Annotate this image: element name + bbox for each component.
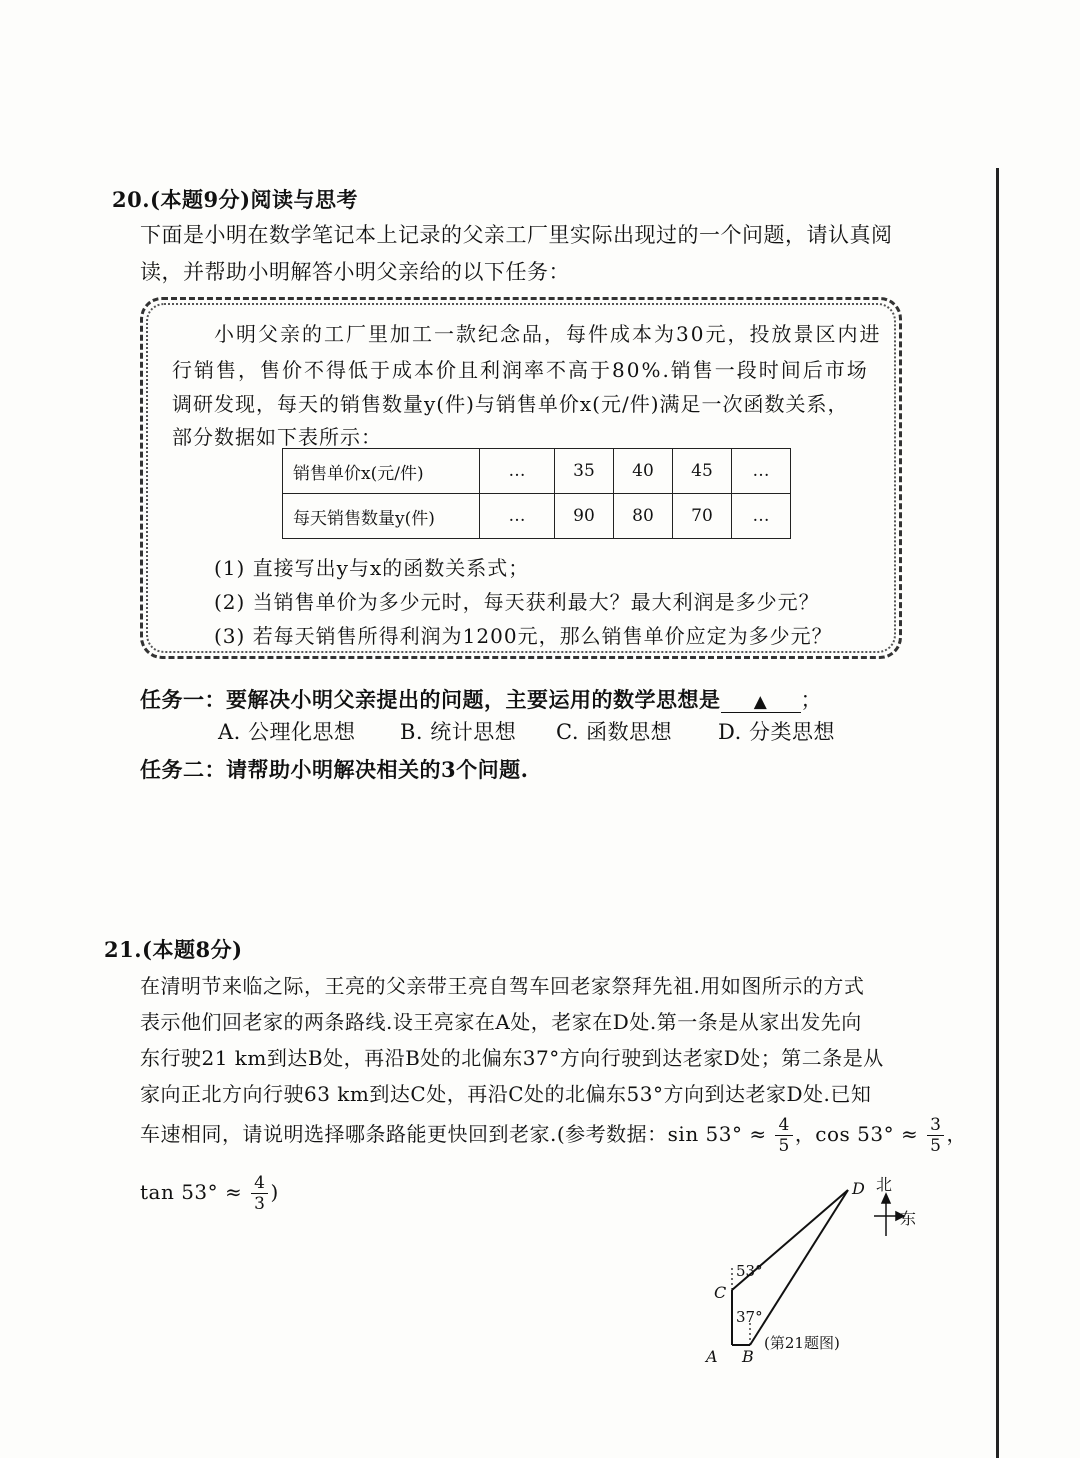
task-1-end: ； [800,688,822,712]
q20-header: 20.(本题9分)阅读与思考 [112,187,359,212]
fraction-numerator: 4 [251,1173,268,1194]
fraction-denominator: 5 [778,1136,790,1156]
q21-line3: 东行驶21 km到达B处，再沿B处的北偏东37°方向行驶到达老家D处；第二条是从 [140,1046,884,1070]
table-cell: 80 [614,494,673,539]
page-edge-rule [996,168,999,1458]
table-row [283,494,791,539]
fraction-denominator: 5 [930,1136,942,1156]
table-cell: 45 [673,449,732,494]
angle-c-label: 53° [736,1262,763,1280]
label-a: A [706,1347,718,1366]
table-cell: 销售单价x(元/件) [283,449,480,494]
box-line-4: 部分数据如下表所示： [172,425,382,449]
table-cell: … [480,494,555,539]
answer-blank: ▲ [721,692,801,713]
segment-bd [750,1190,848,1345]
fraction-numerator: 4 [775,1115,792,1136]
task-1 [140,684,822,714]
q20-intro-line1: 下面是小明在数学笔记本上记录的父亲工厂里实际出现过的一个问题，请认真阅 [140,223,893,247]
label-b: B [742,1347,754,1366]
label-d: D [852,1179,865,1198]
cos-fraction [927,1115,944,1156]
q21-line6 [140,1170,279,1214]
option-c: C. 函数思想 [556,720,673,744]
sin-fraction [775,1115,792,1156]
sub-question-3: (3) 若每天销售所得利润为1200元，那么销售单价应定为多少元？ [214,624,833,648]
table-cell: … [732,449,791,494]
q20-intro-line2: 读，并帮助小明解答小明父亲给的以下任务： [140,260,570,284]
task-1-text: 任务一：要解决小明父亲提出的问题，主要运用的数学思想是 [140,687,721,712]
label-c: C [714,1283,727,1302]
box-line-1: 小明父亲的工厂里加工一款纪念品，每件成本为30元，投放景区内进 [214,322,882,346]
q21-line2: 表示他们回老家的两条路线.设王亮家在A处，老家在D处.第一条是从家出发先向 [140,1010,862,1034]
q21-line4: 家向正北方向行驶63 km到达C处，再沿C处的北偏东53°方向到达老家D处.已知 [140,1082,872,1106]
sales-table [282,448,791,539]
compass-north-arrow [882,1194,890,1203]
box-line-2: 行销售，售价不得低于成本价且利润率不高于80%.销售一段时间后市场 [172,358,869,382]
table-cell: 40 [614,449,673,494]
table-cell: … [480,449,555,494]
option-a: A. 公理化思想 [218,720,356,744]
q21-line5-cos: ，cos 53° ≈ [794,1122,919,1146]
q21-header: 21.(本题8分) [104,937,243,962]
table-row [283,449,791,494]
q21-line5 [140,1112,967,1156]
table-cell: 35 [555,449,614,494]
option-b: B. 统计思想 [400,720,517,744]
q21-line5-text: 车速相同，请说明选择哪条路能更快回到老家.(参考数据：sin 53° ≈ [140,1122,767,1146]
label-north: 北 [876,1175,893,1194]
angle-b-label: 37° [736,1308,763,1326]
table-cell: 每天销售数量y(件) [283,494,480,539]
table-cell: … [732,494,791,539]
table-cell: 90 [555,494,614,539]
fraction-numerator: 3 [927,1115,944,1136]
sub-question-2: (2) 当销售单价为多少元时，每天获利最大？最大利润是多少元？ [214,590,820,614]
q21-line6-end: ) [270,1180,279,1204]
option-d: D. 分类思想 [718,720,835,744]
q21-line1: 在清明节来临之际，王亮的父亲带王亮自驾车回老家祭拜先祖.用如图所示的方式 [140,974,865,998]
task-2: 任务二：请帮助小明解决相关的3个问题. [140,757,529,782]
q21-line5-end: ， [946,1122,967,1146]
fraction-denominator: 3 [254,1194,266,1214]
sub-question-1: (1) 直接写出y与x的函数关系式； [214,556,530,580]
tan-fraction [251,1173,268,1214]
route-diagram [690,1172,940,1372]
q21-line6-text: tan 53° ≈ [140,1180,243,1204]
table-cell: 70 [673,494,732,539]
label-east: 东 [900,1209,917,1228]
figure-caption: (第21题图) [764,1334,840,1352]
box-line-3: 调研发现，每天的销售数量y(件)与销售单价x(元/件)满足一次函数关系， [172,392,849,416]
